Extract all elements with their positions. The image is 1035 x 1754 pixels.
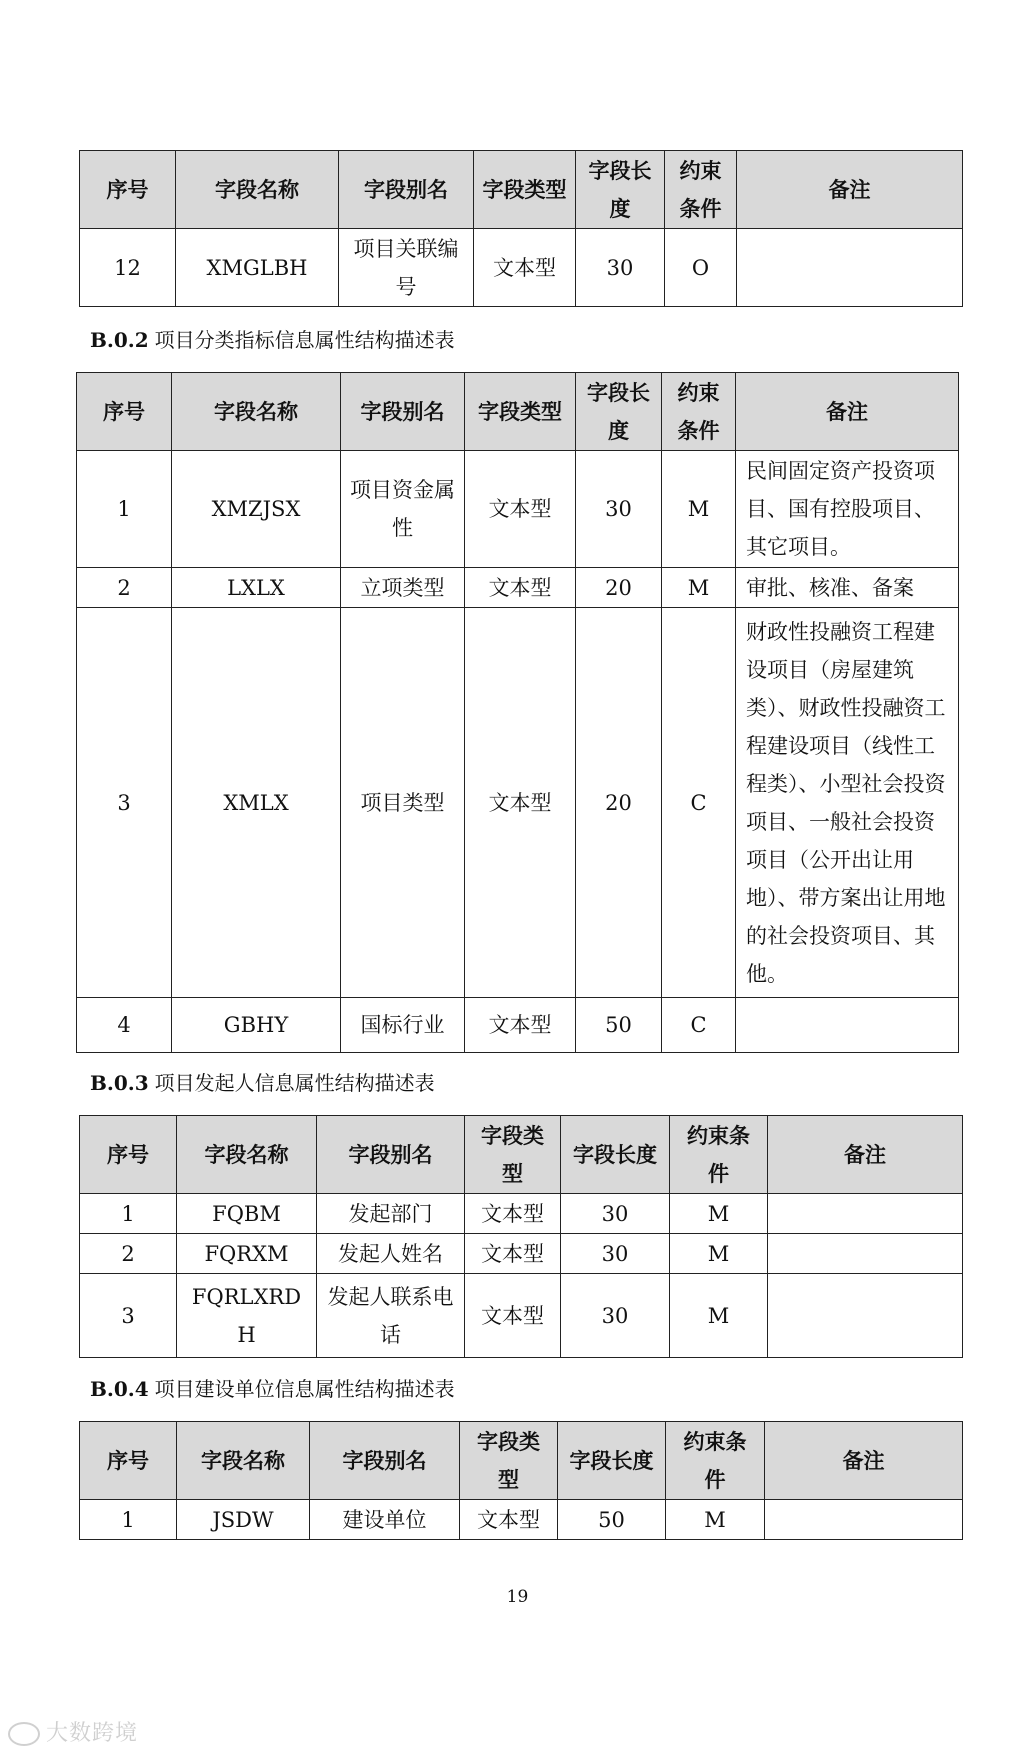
cell-note bbox=[768, 1274, 963, 1358]
table-row bbox=[80, 1500, 963, 1540]
header-note: 备注 bbox=[736, 373, 959, 451]
section-caption-b04 bbox=[90, 1374, 455, 1404]
table-row bbox=[80, 1234, 963, 1274]
cell-alias: 发起人联系电话 bbox=[317, 1274, 465, 1358]
cell-alias: 项目类型 bbox=[341, 608, 465, 998]
section-caption-b03 bbox=[90, 1068, 435, 1098]
header-constraint: 约束条件 bbox=[665, 151, 737, 229]
cell-constraint: C bbox=[662, 998, 736, 1053]
section-title: 项目建设单位信息属性结构描述表 bbox=[154, 1377, 455, 1401]
cell-length: 30 bbox=[561, 1274, 670, 1358]
table-row bbox=[77, 608, 959, 998]
header-type: 字段类型 bbox=[460, 1422, 558, 1500]
header-name: 字段名称 bbox=[176, 151, 339, 229]
cell-length: 20 bbox=[576, 608, 662, 998]
cell-length: 30 bbox=[576, 451, 662, 568]
cell-type: 文本型 bbox=[465, 451, 576, 568]
table-header-row bbox=[80, 1422, 963, 1500]
cell-name: XMGLBH bbox=[176, 229, 339, 307]
cell-note: 审批、核准、备案 bbox=[736, 568, 959, 608]
cell-no: 2 bbox=[80, 1234, 177, 1274]
cell-constraint: M bbox=[670, 1194, 768, 1234]
cell-note bbox=[737, 229, 963, 307]
cell-constraint: M bbox=[662, 568, 736, 608]
page-number: 19 bbox=[506, 1587, 529, 1607]
header-type: 字段类型 bbox=[474, 151, 576, 229]
header-constraint: 约束条件 bbox=[670, 1116, 768, 1194]
cell-constraint: M bbox=[670, 1234, 768, 1274]
header-name: 字段名称 bbox=[172, 373, 341, 451]
section-title: 项目发起人信息属性结构描述表 bbox=[154, 1071, 435, 1095]
cell-length: 50 bbox=[558, 1500, 666, 1540]
cell-type: 文本型 bbox=[465, 1194, 561, 1234]
cell-constraint: O bbox=[665, 229, 737, 307]
section-number: B.0.4 bbox=[90, 1377, 149, 1401]
cell-note: 民间固定资产投资项目、国有控股项目、其它项目。 bbox=[736, 451, 959, 568]
cell-no: 3 bbox=[80, 1274, 177, 1358]
cell-length: 50 bbox=[576, 998, 662, 1053]
cell-no: 4 bbox=[77, 998, 172, 1053]
header-name: 字段名称 bbox=[177, 1422, 310, 1500]
header-length: 字段长度 bbox=[576, 151, 665, 229]
cell-constraint: M bbox=[666, 1500, 765, 1540]
table-row bbox=[80, 1194, 963, 1234]
table-row bbox=[77, 451, 959, 568]
cell-no: 12 bbox=[80, 229, 176, 307]
cell-length: 30 bbox=[561, 1234, 670, 1274]
cell-type: 文本型 bbox=[460, 1500, 558, 1540]
cell-name: JSDW bbox=[177, 1500, 310, 1540]
header-alias: 字段别名 bbox=[310, 1422, 460, 1500]
table-project-initiator bbox=[79, 1115, 963, 1358]
section-caption-b02 bbox=[90, 325, 455, 355]
cell-alias: 项目关联编号 bbox=[339, 229, 474, 307]
table-row bbox=[80, 1274, 963, 1358]
cell-constraint: M bbox=[662, 451, 736, 568]
cell-name: LXLX bbox=[172, 568, 341, 608]
cell-no: 1 bbox=[77, 451, 172, 568]
cell-name: FQBM bbox=[177, 1194, 317, 1234]
cell-no: 3 bbox=[77, 608, 172, 998]
header-alias: 字段别名 bbox=[317, 1116, 465, 1194]
cell-length: 20 bbox=[576, 568, 662, 608]
cell-type: 文本型 bbox=[465, 998, 576, 1053]
cell-type: 文本型 bbox=[465, 568, 576, 608]
cell-constraint: M bbox=[670, 1274, 768, 1358]
cell-name: XMZJSX bbox=[172, 451, 341, 568]
cell-alias: 发起部门 bbox=[317, 1194, 465, 1234]
section-title: 项目分类指标信息属性结构描述表 bbox=[154, 328, 455, 352]
table-header-row bbox=[80, 1116, 963, 1194]
header-length: 字段长度 bbox=[558, 1422, 666, 1500]
watermark-text: 大数跨境 bbox=[46, 1721, 139, 1746]
table-fields-continued bbox=[79, 150, 963, 307]
cell-note: 财政性投融资工程建设项目（房屋建筑类）、财政性投融资工程建设项目（线性工程类）、小型社会投资项目、一般社会投资项目（公开出让用地）、带方案出让用地的社会投资项目、其他。 bbox=[736, 608, 959, 998]
cell-alias: 建设单位 bbox=[310, 1500, 460, 1540]
table-row bbox=[80, 229, 963, 307]
table-row bbox=[77, 568, 959, 608]
cell-type: 文本型 bbox=[465, 608, 576, 998]
header-no: 序号 bbox=[80, 1116, 177, 1194]
header-name: 字段名称 bbox=[177, 1116, 317, 1194]
cell-length: 30 bbox=[561, 1194, 670, 1234]
cell-alias: 立项类型 bbox=[341, 568, 465, 608]
cell-name: FQRXM bbox=[177, 1234, 317, 1274]
header-no: 序号 bbox=[80, 1422, 177, 1500]
header-no: 序号 bbox=[80, 151, 176, 229]
cell-alias: 项目资金属性 bbox=[341, 451, 465, 568]
cell-alias: 发起人姓名 bbox=[317, 1234, 465, 1274]
table-row bbox=[77, 998, 959, 1053]
header-constraint: 约束条件 bbox=[666, 1422, 765, 1500]
table-construction-unit bbox=[79, 1421, 963, 1540]
header-note: 备注 bbox=[737, 151, 963, 229]
header-note: 备注 bbox=[765, 1422, 963, 1500]
cell-no: 1 bbox=[80, 1500, 177, 1540]
cell-length: 30 bbox=[576, 229, 665, 307]
header-constraint: 约束条件 bbox=[662, 373, 736, 451]
cell-note bbox=[768, 1194, 963, 1234]
cell-name: FQRLXRDH bbox=[177, 1274, 317, 1358]
header-no: 序号 bbox=[77, 373, 172, 451]
cell-note bbox=[768, 1234, 963, 1274]
cell-alias: 国标行业 bbox=[341, 998, 465, 1053]
header-type: 字段类型 bbox=[465, 373, 576, 451]
watermark-logo-icon bbox=[8, 1722, 40, 1746]
header-length: 字段长度 bbox=[561, 1116, 670, 1194]
cell-no: 1 bbox=[80, 1194, 177, 1234]
table-header-row bbox=[80, 151, 963, 229]
cell-type: 文本型 bbox=[465, 1234, 561, 1274]
header-length: 字段长度 bbox=[576, 373, 662, 451]
cell-note bbox=[736, 998, 959, 1053]
section-number: B.0.2 bbox=[90, 328, 149, 352]
cell-type: 文本型 bbox=[465, 1274, 561, 1358]
header-type: 字段类型 bbox=[465, 1116, 561, 1194]
cell-type: 文本型 bbox=[474, 229, 576, 307]
cell-name: XMLX bbox=[172, 608, 341, 998]
cell-note bbox=[765, 1500, 963, 1540]
cell-no: 2 bbox=[77, 568, 172, 608]
cell-constraint: C bbox=[662, 608, 736, 998]
watermark bbox=[8, 1716, 138, 1747]
header-alias: 字段别名 bbox=[341, 373, 465, 451]
header-alias: 字段别名 bbox=[339, 151, 474, 229]
header-note: 备注 bbox=[768, 1116, 963, 1194]
section-number: B.0.3 bbox=[90, 1071, 149, 1095]
table-header-row bbox=[77, 373, 959, 451]
cell-name: GBHY bbox=[172, 998, 341, 1053]
table-project-classification bbox=[76, 372, 959, 1053]
